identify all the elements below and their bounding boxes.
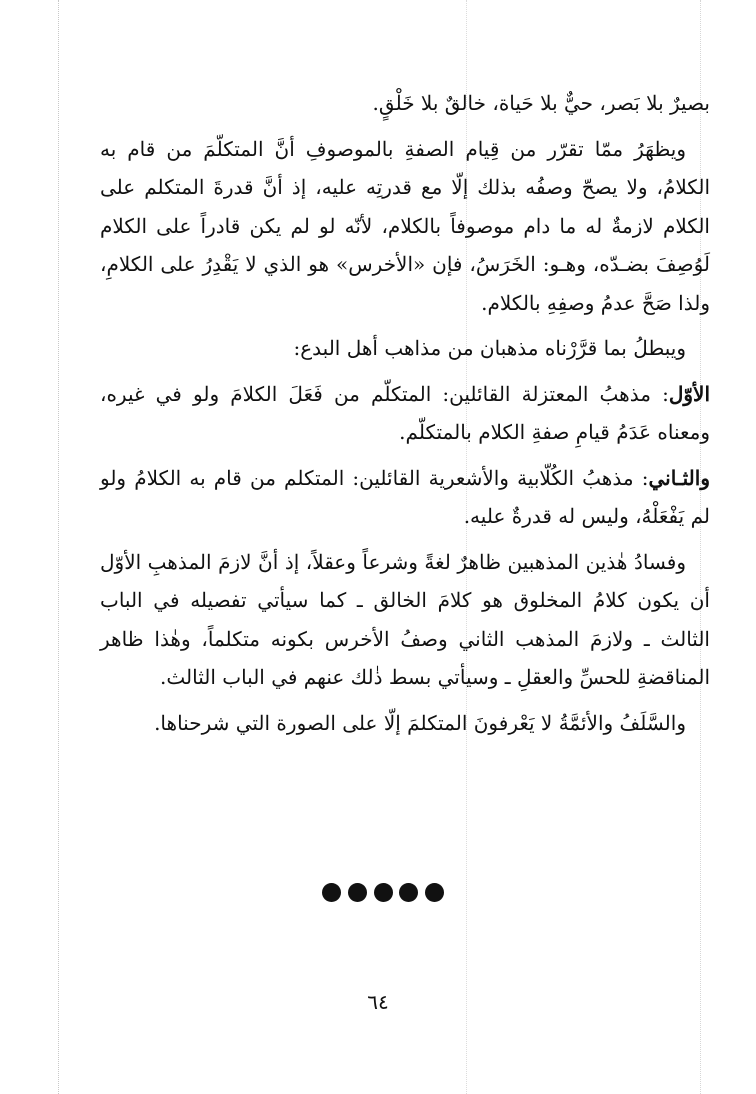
paragraph-5 [100, 459, 710, 536]
ornament-dot [374, 883, 393, 902]
paragraph-3 [100, 329, 710, 368]
ornament-dot [399, 883, 418, 902]
paragraph-4 [100, 375, 710, 452]
body-text [100, 84, 710, 749]
paragraph-6 [100, 543, 710, 697]
paragraph-text: ويظهَرُ ممّا تقرّر من قِيام الصفةِ بالموصوفِ أنَّ المتكلّمَ من قام به الكلامُ، ولا يصحّ وصفُه بذلك إلّا مع قدرتِه عليه، إذ أنَّ قدرةَ المتكلم على الكلام لازمةٌ له ما دام موصوفاً بالكلام، لأنّه لو لم يكن قادراً على الكلام لَوُصِفَ بضـدّه، وهـو: الخَرَسُ، فإن «الأخرس» هو الذي لا يَقْدِرُ على الكلامِ، ولذا صَحَّ عدمُ وصفِهِ بالكلام. [100, 136, 710, 315]
ornament-dot [348, 883, 367, 902]
paragraph-2 [100, 130, 710, 323]
ornament-dot [425, 883, 444, 902]
paragraph-text: بصيرٌ بلا بَصر، حيٌّ بلا حَياة، خالقٌ بلا خَلْقٍ. [372, 91, 710, 115]
paragraph-7 [100, 704, 710, 743]
page-number: ٦٤ [367, 990, 389, 1014]
paragraph-text: وفسادُ هٰذين المذهبين ظاهرٌ لغةً وشرعاً وعقلاً، إذ أنَّ لازمَ المذهبِ الأوّل أن يكون كلامُ المخلوق هو كلامَ الخالق ـ كما سيأتي تفصيله في الباب الثالث ـ ولازمَ المذهب الثاني وصفُ الأخرس بكونه متكلماً، وهٰذا ظاهر المناقضةِ للحسِّ والعقلِ ـ وسيأتي بسط ذٰلك عنهم في الباب الثالث. [100, 549, 710, 689]
paragraph-text: : مذهبُ الكُلّابية والأشعرية القائلين: المتكلم من قام به الكلامُ ولو لم يَفْعَلْهُ، وليس له قدرةٌ عليه. [100, 465, 710, 528]
paragraph-lead: الأوّل [668, 381, 710, 406]
paragraph-lead: والثـاني [648, 465, 710, 490]
paragraph-text: والسَّلَفُ والأئمَّةُ لا يَعْرفونَ المتكلمَ إلّا على الصورة التي شرحناها. [154, 710, 686, 735]
ornament-dot [322, 883, 341, 902]
scan-artifact-line [58, 0, 59, 1094]
paragraph-text: : مذهبُ المعتزلة القائلين: المتكلّم من فَعَلَ الكلامَ ولو في غيره، ومعناه عَدَمُ قيامِ صفةِ الكلام بالمتكلّم. [100, 381, 710, 444]
section-ornament [322, 880, 444, 904]
paragraph-1 [100, 84, 710, 123]
paragraph-text: ويبطلُ بما قرَّرْناه مذهبان من مذاهب أهل البدع: [293, 336, 686, 360]
